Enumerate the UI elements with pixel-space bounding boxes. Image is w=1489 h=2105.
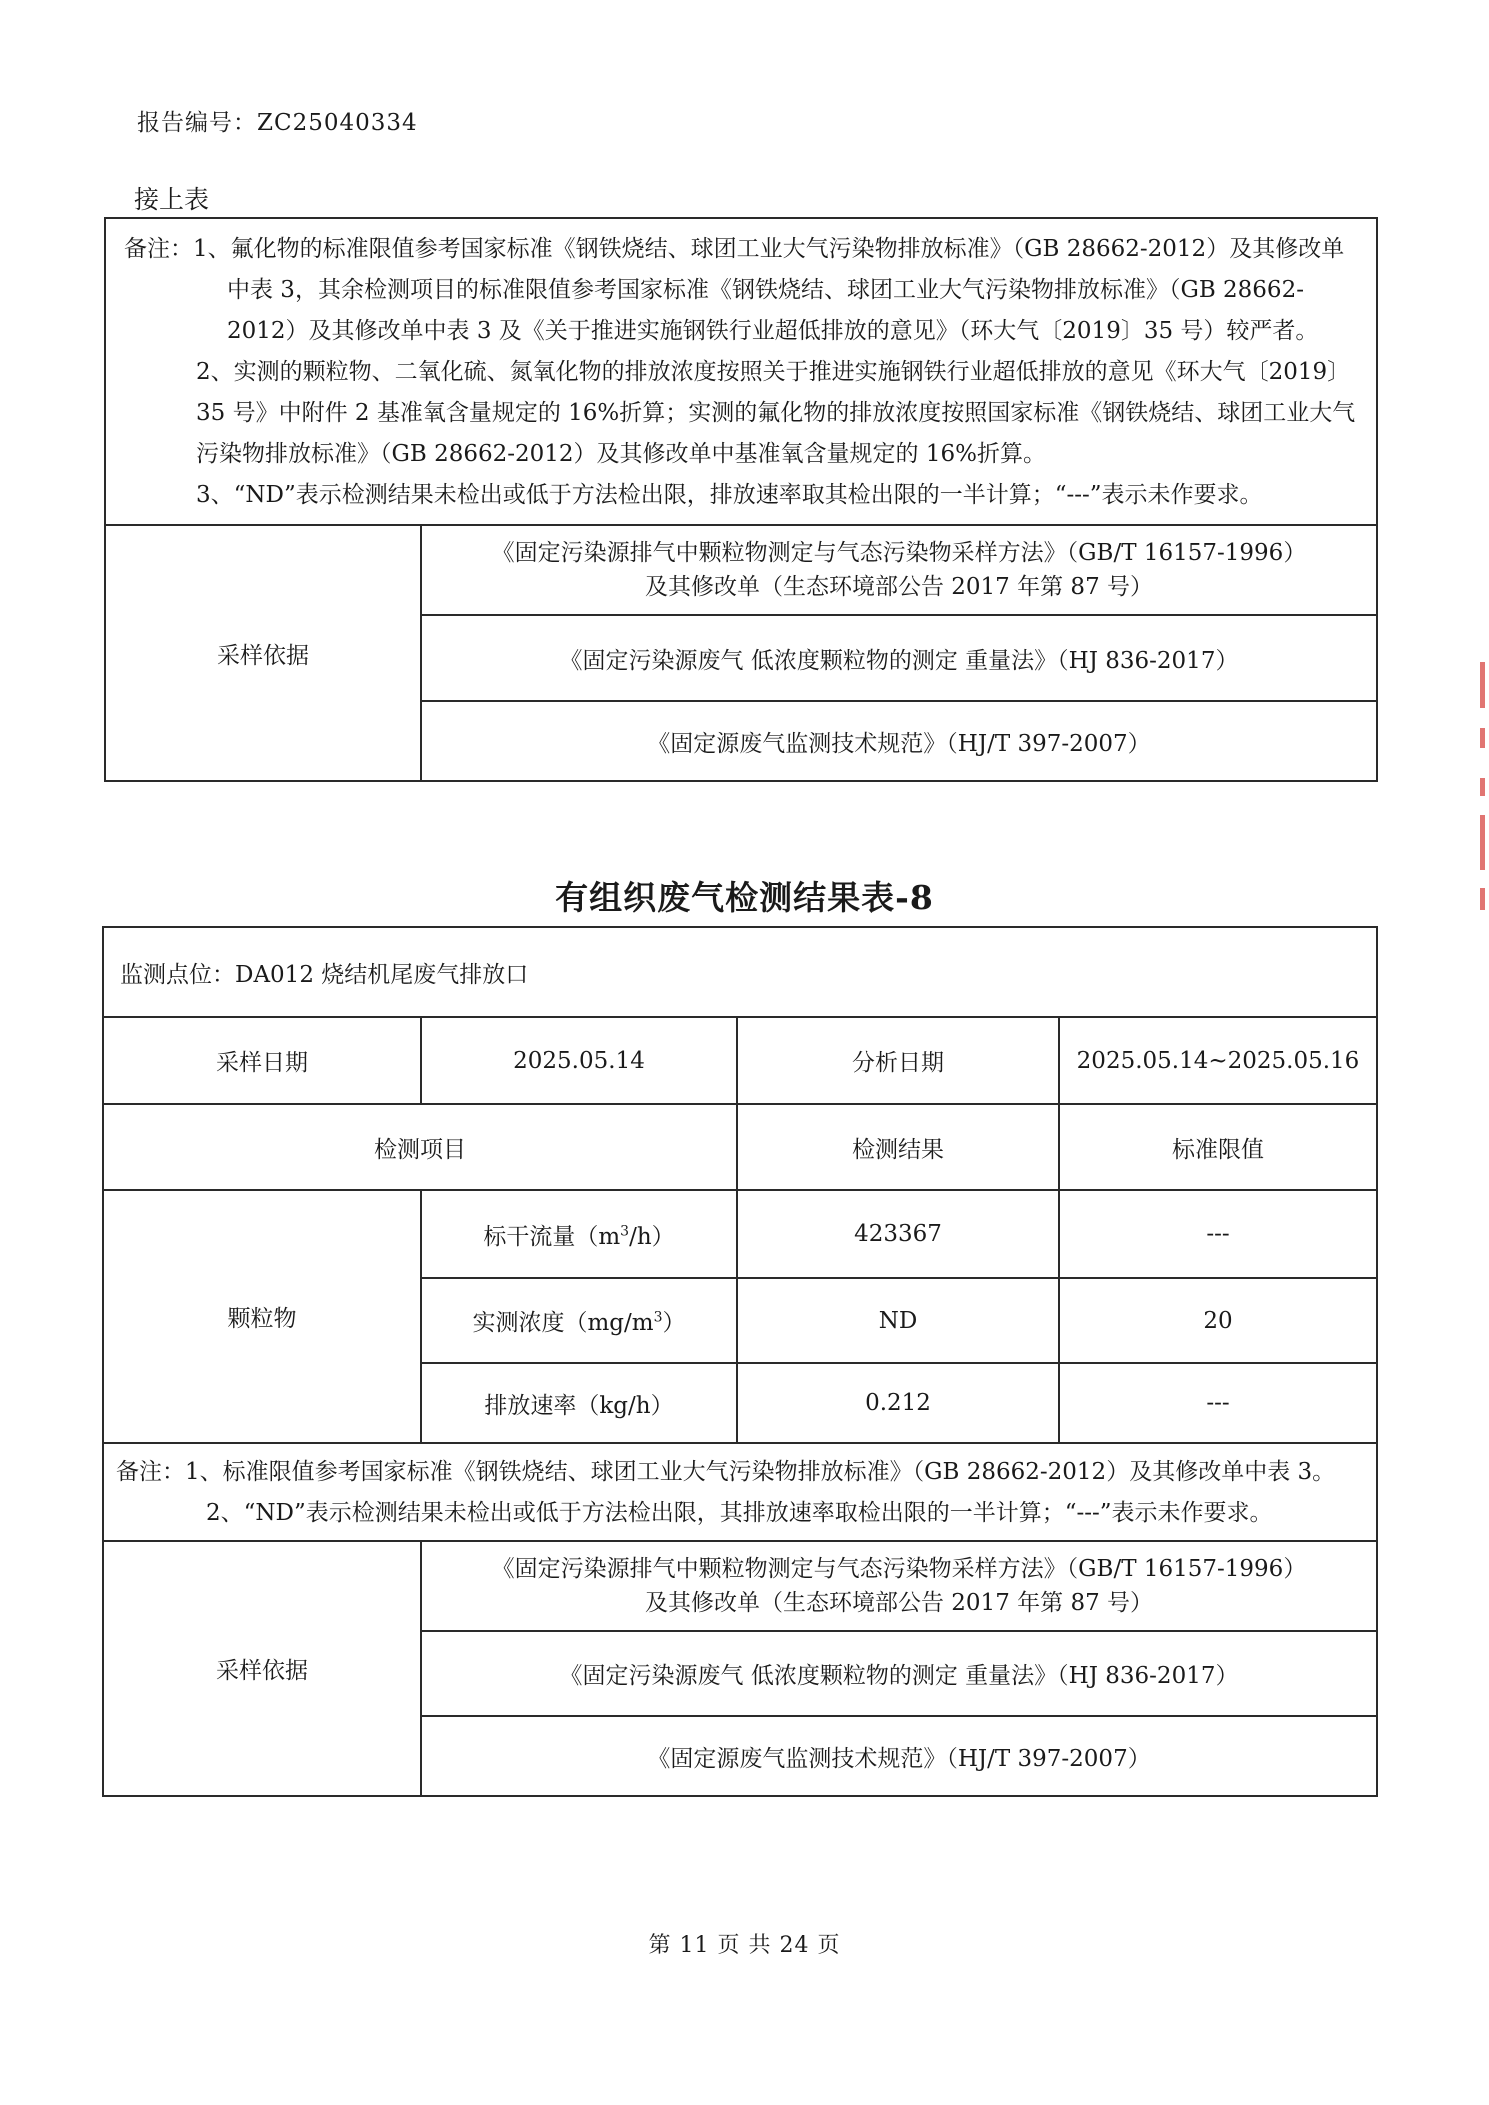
param-name: 排放速率（kg/h） (421, 1363, 737, 1443)
monitoring-point: 监测点位：DA012 烧结机尾废气排放口 (103, 927, 1377, 1017)
prev-basis-2: 《固定污染源废气 低浓度颗粒物的测定 重量法》（HJ 836-2017） (421, 615, 1377, 701)
prev-note-2: 2、实测的颗粒物、二氧化硫、氮氧化物的排放浓度按照关于推进实施钢铁行业超低排放的意见《环大气〔2019〕35 号》中附件 2 基准氧含量规定的 16%折算；实测的氟化物的排放浓度按照国家标准《钢铁烧结、球团工业大气污染物排放标准》（GB 28662-2012）及其修改单中基准氧含量规定的 16%折算。 (196, 359, 1356, 467)
seal-mark (1480, 662, 1485, 708)
seal-mark (1480, 728, 1485, 748)
basis-2: 《固定污染源废气 低浓度颗粒物的测定 重量法》（HJ 836-2017） (421, 1631, 1377, 1716)
basis-label: 采样依据 (103, 1541, 421, 1796)
table-8-notes (103, 1443, 1377, 1541)
result-value: 423367 (737, 1190, 1059, 1278)
result-value: 0.212 (737, 1363, 1059, 1443)
note-1: 备注：1、标准限值参考国家标准《钢铁烧结、球团工业大气污染物排放标准》（GB 28662-2012）及其修改单中表 3。 (116, 1459, 1336, 1485)
basis-1: 《固定污染源排气中颗粒物测定与气态污染物采样方法》（GB/T 16157-1996） 及其修改单（生态环境部公告 2017 年第 87 号） (421, 1541, 1377, 1631)
page-footer: 第 11 页 共 24 页 (648, 1933, 841, 1958)
result-value: ND (737, 1278, 1059, 1363)
param-name: 实测浓度$(mg/m^3)$ (421, 1278, 737, 1363)
table-8 (102, 926, 1378, 1797)
continuation-label: 接上表 (134, 185, 210, 214)
seal-mark (1480, 815, 1485, 870)
prev-table (104, 217, 1378, 782)
basis-3: 《固定源废气监测技术规范》（HJ/T 397-2007） (421, 1716, 1377, 1796)
col-result: 检测结果 (737, 1104, 1059, 1190)
table-8-title: 有组织废气检测结果表-8 (555, 878, 934, 917)
analysis-date: 2025.05.14~2025.05.16 (1059, 1017, 1377, 1104)
limit-value: --- (1059, 1190, 1377, 1278)
seal-mark (1480, 778, 1485, 796)
prev-basis-1: 《固定污染源排气中颗粒物测定与气态污染物采样方法》（GB/T 16157-1996） 及其修改单（生态环境部公告 2017 年第 87 号） (421, 525, 1377, 615)
note-2: 2、“ND”表示检测结果未检出或低于方法检出限，其排放速率取检出限的一半计算；“---”表示未作要求。 (206, 1500, 1273, 1526)
pollutant-name: 颗粒物 (103, 1190, 421, 1443)
limit-value: 20 (1059, 1278, 1377, 1363)
analysis-date-label: 分析日期 (737, 1017, 1059, 1104)
report-number: 报告编号：ZC25040334 (137, 110, 418, 136)
param-name: 标干流量$(m^3/h)$ (421, 1190, 737, 1278)
seal-mark (1480, 888, 1485, 910)
col-limit: 标准限值 (1059, 1104, 1377, 1190)
limit-value: --- (1059, 1363, 1377, 1443)
prev-notes (105, 218, 1377, 525)
sample-date-label: 采样日期 (103, 1017, 421, 1104)
prev-note-3: 3、“ND”表示检测结果未检出或低于方法检出限，排放速率取其检出限的一半计算；“---”表示未作要求。 (196, 482, 1263, 508)
prev-note-1: 备注：1、氟化物的标准限值参考国家标准《钢铁烧结、球团工业大气污染物排放标准》（GB 28662-2012）及其修改单中表 3，其余检测项目的标准限值参考国家标准《钢铁烧结、球团工业大气污染物排放标准》（GB 28662-2012）及其修改单中表 3 及《关于推进实施钢铁行业超低排放的意见》（环大气〔2019〕35 号）较严者。 (124, 236, 1345, 344)
sample-date: 2025.05.14 (421, 1017, 737, 1104)
prev-basis-label: 采样依据 (105, 525, 421, 781)
col-item: 检测项目 (103, 1104, 737, 1190)
prev-basis-3: 《固定源废气监测技术规范》（HJ/T 397-2007） (421, 701, 1377, 781)
